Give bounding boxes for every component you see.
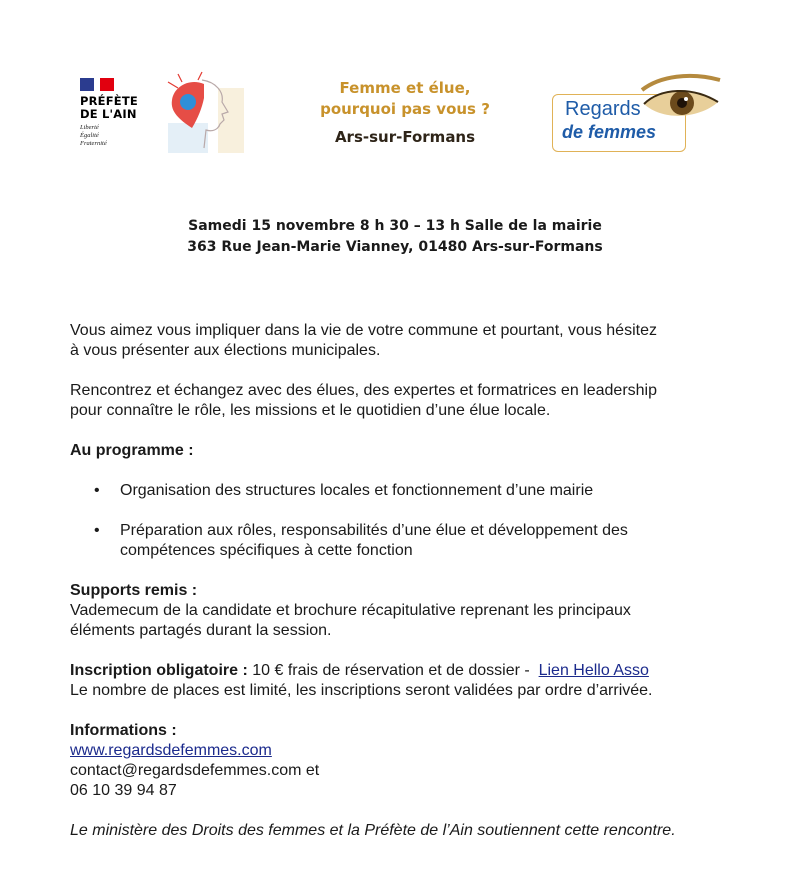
title-location: Ars-sur-Formans xyxy=(334,128,476,146)
inscription-label: Inscription obligatoire : xyxy=(70,662,248,679)
title-line-1: Femme et élue, xyxy=(339,79,471,97)
inscription-line xyxy=(70,661,750,681)
prefecture-logo xyxy=(80,78,140,148)
info-heading: Informations : xyxy=(70,722,177,739)
logo-text-regards: Regards xyxy=(565,98,641,120)
supports-heading: Supports remis : xyxy=(70,582,198,599)
supports-text: Vademecum de la candidate et brochure récapitulative reprenant les principaux éléments partagés durant la session. xyxy=(70,602,631,639)
support-statement: Le ministère des Droits des femmes et la Préfète de l’Ain soutiennent cette rencontre. xyxy=(70,822,676,839)
eye-icon xyxy=(640,72,722,128)
title-line-2: pourquoi pas vous ? xyxy=(320,100,490,118)
intro-paragraph-2: Rencontrez et échangez avec des élues, des expertes et formatrices en leadership pour connaître le rôle, les missions et le quotidien d’une élue locale. xyxy=(70,382,657,419)
woman-profile-illustration xyxy=(158,68,246,158)
event-date-time: Samedi 15 novembre 8 h 30 – 13 h Salle de la mairie xyxy=(188,218,602,234)
prefecture-devise: Liberté Égalité Fraternité xyxy=(80,124,107,147)
event-title xyxy=(290,78,520,148)
logo-text-de-femmes: de femmes xyxy=(562,122,657,142)
programme-item: • Préparation aux rôles, responsabilités d’une élue et développement des compétences spécifiques à cette fonction xyxy=(94,522,628,559)
bullet-icon: • xyxy=(94,522,100,539)
inscription-price: 10 € frais de réservation et de dossier - xyxy=(247,662,539,679)
prefecture-name: PRÉFÈTE DE L'AIN xyxy=(80,94,138,121)
bullet-icon: • xyxy=(94,482,100,499)
website-link[interactable]: www.regardsdefemmes.com xyxy=(70,742,272,759)
programme-heading: Au programme : xyxy=(70,442,194,459)
contact-phone: 06 10 39 94 87 xyxy=(70,782,177,799)
event-details xyxy=(0,216,790,258)
programme-item: • Organisation des structures locales et fonctionnement d’une mairie xyxy=(94,482,594,499)
intro-paragraph-1: Vous aimez vous impliquer dans la vie de votre commune et pourtant, vous hésitez à vous présenter aux élections municipales. xyxy=(70,322,657,359)
document-body xyxy=(70,321,750,841)
contact-email: contact@regardsdefemmes.com et xyxy=(70,762,320,779)
inscription-note: Le nombre de places est limité, les inscriptions seront validées par ordre d’arrivée. xyxy=(70,682,653,699)
event-address: 363 Rue Jean-Marie Vianney, 01480 Ars-sur-Formans xyxy=(187,239,603,255)
regards-de-femmes-logo xyxy=(552,72,722,152)
programme-list xyxy=(70,481,750,561)
hello-asso-link[interactable]: Lien Hello Asso xyxy=(538,662,649,679)
republic-flag-icon xyxy=(80,78,114,91)
